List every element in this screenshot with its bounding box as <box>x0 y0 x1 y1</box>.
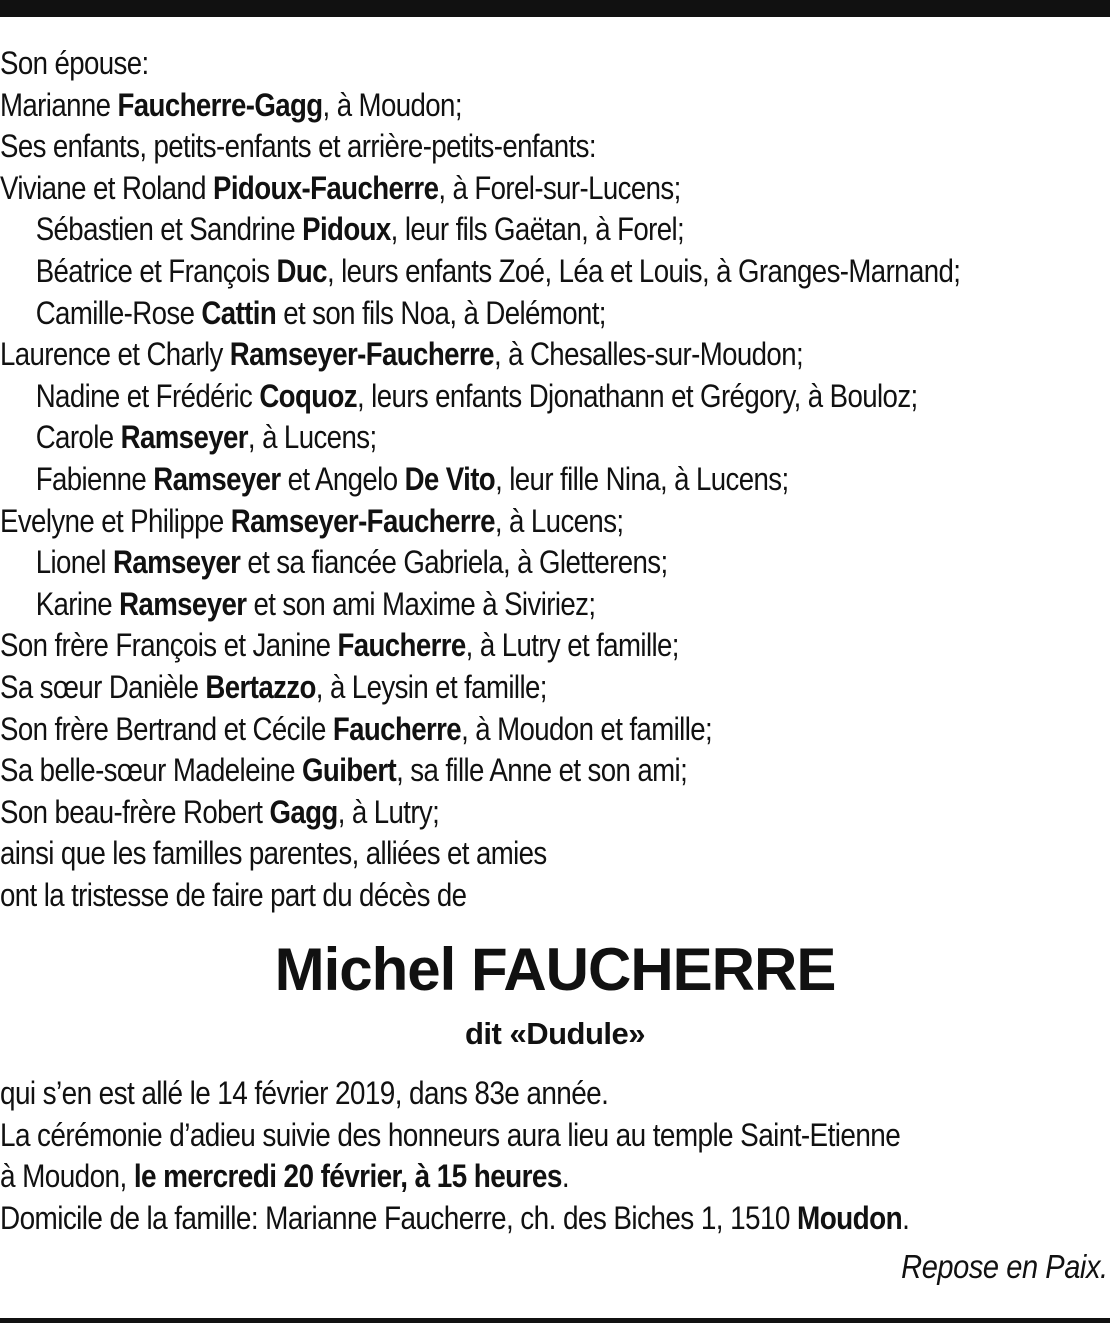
surname: Ramseyer <box>153 460 281 497</box>
deceased-name: Michel FAUCHERRE <box>274 936 836 1003</box>
text: Ses enfants, petits-enfants et arrière-petits-enfants: <box>0 128 596 165</box>
text: Nadine et Frédéric <box>35 377 260 414</box>
bottom-rule <box>0 1318 1110 1323</box>
surname: Duc <box>276 252 327 289</box>
surname: Ramseyer-Faucherre <box>230 502 495 539</box>
text: Domicile de la famille: Marianne Faucherre, ch. des Biches 1, 1510 <box>0 1199 798 1236</box>
family-line <box>0 875 944 917</box>
family-line <box>0 667 944 709</box>
text: Laurence et Charly <box>0 336 230 373</box>
detail-line <box>0 1197 909 1239</box>
text: , à Lucens; <box>247 419 377 456</box>
text: Carole <box>35 419 121 456</box>
text: , leur fils Gaëtan, à Forel; <box>390 211 685 248</box>
text: et son ami Maxime à Siviriez; <box>246 585 596 622</box>
text: Béatrice et François <box>35 252 277 289</box>
text: Evelyne et Philippe <box>0 502 231 539</box>
detail-line <box>0 1072 909 1114</box>
surname: Faucherre <box>337 627 466 664</box>
text: et Angelo <box>280 460 405 497</box>
surname: De Vito <box>404 460 496 497</box>
text: Viviane et Roland <box>0 169 214 206</box>
surname: Ramseyer <box>119 585 247 622</box>
family-line <box>0 417 944 459</box>
detail-line <box>0 1155 909 1197</box>
surname: Gagg <box>269 793 338 830</box>
text: Sa sœur Danièle <box>0 668 206 705</box>
surname: Coquoz <box>259 377 358 414</box>
text: et son fils Noa, à Delémont; <box>276 294 606 331</box>
family-line <box>0 43 944 85</box>
town: Moudon <box>797 1199 903 1236</box>
text: , leur fille Nina, à Lucens; <box>495 460 789 497</box>
text: et sa fiancée Gabriela, à Gletterens; <box>240 544 668 581</box>
surname: Pidoux-Faucherre <box>213 169 439 206</box>
text: , à Forel-sur-Lucens; <box>438 169 681 206</box>
family-line <box>0 750 944 792</box>
ceremony-date: le mercredi 20 février, à 15 heures <box>133 1158 562 1195</box>
surname: Ramseyer-Faucherre <box>229 336 494 373</box>
family-line <box>0 168 944 210</box>
text: Son frère Bertrand et Cécile <box>0 710 333 747</box>
text: , leurs enfants Zoé, Léa et Louis, à Granges-Marnand; <box>326 252 961 289</box>
text: , leurs enfants Djonathann et Grégory, à Bouloz; <box>357 377 918 414</box>
family-line <box>0 792 944 834</box>
closing-phrase: Repose en Paix. <box>901 1248 1108 1285</box>
text: . <box>902 1199 910 1236</box>
family-line <box>0 85 944 127</box>
text: , à Moudon et famille; <box>461 710 713 747</box>
surname: Ramseyer <box>120 419 248 456</box>
surname: Guibert <box>302 752 397 789</box>
text: Lionel <box>35 544 113 581</box>
text: Karine <box>35 585 120 622</box>
top-rule <box>0 0 1110 17</box>
detail-line <box>0 1114 909 1156</box>
surname: Faucherre-Gagg <box>117 86 323 123</box>
family-line <box>0 833 944 875</box>
text: ont la tristesse de faire part du décès de <box>0 876 467 913</box>
text: Fabienne <box>35 460 154 497</box>
text: , à Chesalles-sur-Moudon; <box>493 336 804 373</box>
text: , à Moudon; <box>322 86 462 123</box>
family-line <box>0 209 944 251</box>
text: , à Lutry; <box>337 793 440 830</box>
family-line <box>0 709 944 751</box>
text: La cérémonie d’adieu suivie des honneurs aura lieu au temple Saint-Etienne <box>0 1116 901 1153</box>
family-line <box>0 251 961 293</box>
text: , à Lucens; <box>494 502 624 539</box>
family-line <box>0 542 944 584</box>
family-line <box>0 625 944 667</box>
text: qui s’en est allé le 14 février 2019, dans 83e année. <box>0 1075 609 1111</box>
text: , à Leysin et famille; <box>315 668 547 705</box>
text: Sébastien et Sandrine <box>35 211 303 248</box>
text: Son beau-frère Robert <box>0 793 270 830</box>
text: Son épouse: <box>0 45 149 81</box>
surname: Ramseyer <box>112 544 241 581</box>
surname: Faucherre <box>332 710 462 747</box>
text: ainsi que les familles parentes, alliées et amies <box>0 835 547 872</box>
ceremony-details <box>0 1072 909 1238</box>
surname: Bertazzo <box>205 668 316 705</box>
text: , à Lutry et famille; <box>465 627 679 664</box>
family-line <box>0 459 944 501</box>
surname: Cattin <box>201 294 277 331</box>
text: , sa fille Anne et son ami; <box>396 752 688 789</box>
family-line <box>0 501 944 543</box>
family-line <box>0 126 944 168</box>
deceased-nickname: dit «Dudule» <box>464 1016 645 1051</box>
text: Camille-Rose <box>35 294 202 331</box>
text: Son frère François et Janine <box>0 627 338 664</box>
surname: Pidoux <box>302 211 391 248</box>
text: à Moudon, <box>0 1158 134 1195</box>
family-line <box>0 334 944 376</box>
text: Sa belle-sœur Madeleine <box>0 752 303 789</box>
family-line <box>0 376 944 418</box>
family-line <box>0 293 944 335</box>
family-list <box>0 43 961 916</box>
text: Marianne <box>0 86 118 123</box>
text: . <box>561 1158 569 1195</box>
family-line <box>0 584 944 626</box>
